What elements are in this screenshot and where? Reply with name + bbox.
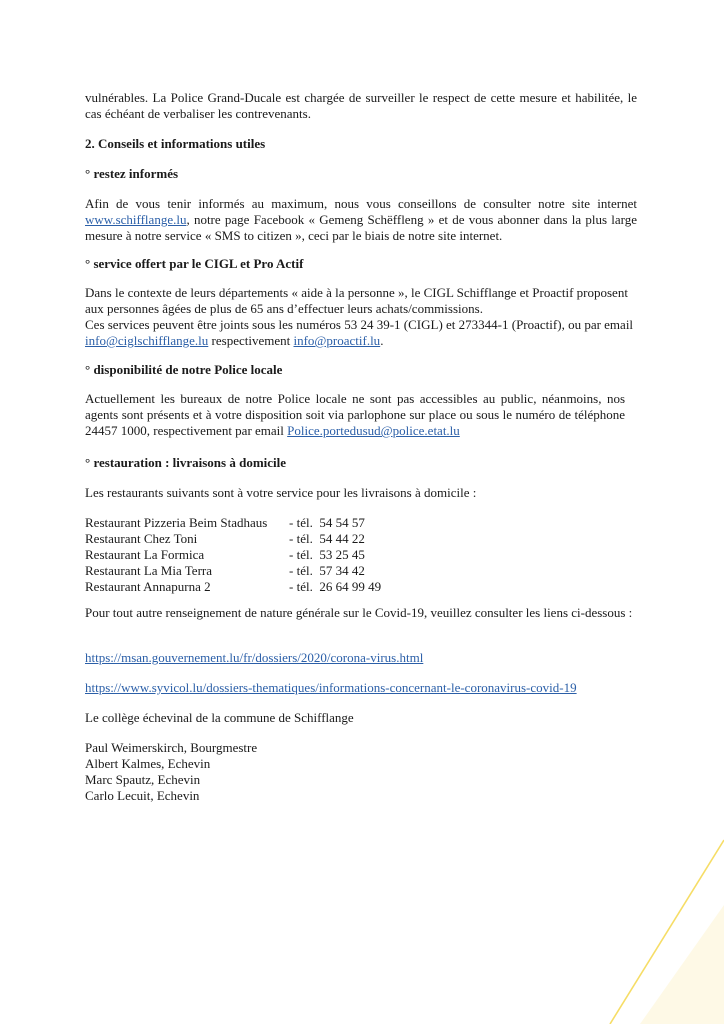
restauration-intro: Les restaurants suivants sont à votre service pour les livraisons à domicile :: [85, 485, 477, 500]
restaurant-list: [85, 515, 381, 595]
heading-informed: ° restez informés: [85, 166, 179, 181]
restaurant-name: Restaurant La Mia Terra: [85, 563, 212, 578]
section-title: 2. Conseils et informations utiles: [85, 136, 266, 151]
signature-name: Marc Spautz, Echevin: [85, 772, 201, 787]
police-text: Actuellement les bureaux de notre Police locale ne sont pas accessibles au public, néanmoins, nos agents sont présents et à votre disposition soit via parlophone sur place ou sous le numéro de téléphone 24457 1000, respectivement par email: [85, 391, 625, 438]
informed-text-2: , notre page Facebook « Gemeng Schëffleng » et de vous abonner dans la plus large mesure à notre service « SMS to citizen », ceci par le biais de notre site internet.: [85, 212, 637, 243]
restaurant-tel: - tél. 54 54 57: [289, 515, 365, 530]
website-link[interactable]: www.schifflange.lu: [85, 212, 187, 227]
links-intro: Pour tout autre renseignement de nature générale sur le Covid-19, veuillez consulter les liens ci-dessous :: [85, 605, 633, 620]
heading-service: ° service offert par le CIGL et Pro Actif: [85, 256, 304, 271]
restaurant-tel: - tél. 54 44 22: [289, 531, 365, 546]
heading-police: ° disponibilité de notre Police locale: [85, 362, 283, 377]
email-police-link[interactable]: Police.portedusud@police.etat.lu: [287, 423, 460, 438]
email-cigl-link[interactable]: info@ciglschifflange.lu: [85, 333, 209, 348]
signature-name: Carlo Lecuit, Echevin: [85, 788, 200, 803]
signature-name: Paul Weimerskirch, Bourgmestre: [85, 740, 258, 755]
email-proactif-link[interactable]: info@proactif.lu: [293, 333, 381, 348]
service-respectively: respectivement: [208, 333, 294, 348]
informed-text-1: Afin de vous tenir informés au maximum, nous vous conseillons de consulter notre site internet: [85, 196, 637, 211]
restaurant-tel: - tél. 57 34 42: [289, 563, 365, 578]
heading-restauration: ° restauration : livraisons à domicile: [85, 455, 287, 470]
service-end: .: [380, 333, 384, 348]
service-paragraph: [85, 285, 637, 349]
service-text-2: Ces services peuvent être joints sous les numéros 53 24 39-1 (CIGL) et 273344-1 (Proactif), ou par email: [85, 317, 634, 332]
college-line: Le collège échevinal de la commune de Schifflange: [85, 710, 354, 725]
covid-link-gouvernement[interactable]: https://msan.gouvernement.lu/fr/dossiers/2020/corona-virus.html: [85, 650, 424, 665]
covid-link-syvicol[interactable]: https://www.syvicol.lu/dossiers-thematiques/informations-concernant-le-coronavirus-covid-19: [85, 680, 577, 695]
restaurant-tel: - tél. 53 25 45: [289, 547, 365, 562]
restaurant-name: Restaurant Annapurna 2: [85, 579, 211, 594]
informed-paragraph: [85, 196, 637, 244]
police-paragraph: [85, 391, 625, 439]
signature-name: Albert Kalmes, Echevin: [85, 756, 211, 771]
restaurant-tel: - tél. 26 64 99 49: [289, 579, 382, 594]
intro-paragraph: vulnérables. La Police Grand-Ducale est chargée de surveiller le respect de cette mesure et habilitée, le cas échéant de verbaliser les contrevenants.: [85, 90, 637, 121]
restaurant-name: Restaurant Pizzeria Beim Stadhaus: [85, 515, 268, 530]
restaurant-name: Restaurant La Formica: [85, 547, 205, 562]
restaurant-name: Restaurant Chez Toni: [85, 531, 198, 546]
service-text: Dans le contexte de leurs départements « aide à la personne », le CIGL Schifflange et Proactif proposent aux personnes âgées de plus de 65 ans d’effectuer leurs achats/commissions.: [85, 285, 628, 316]
signature-block: [85, 740, 257, 804]
